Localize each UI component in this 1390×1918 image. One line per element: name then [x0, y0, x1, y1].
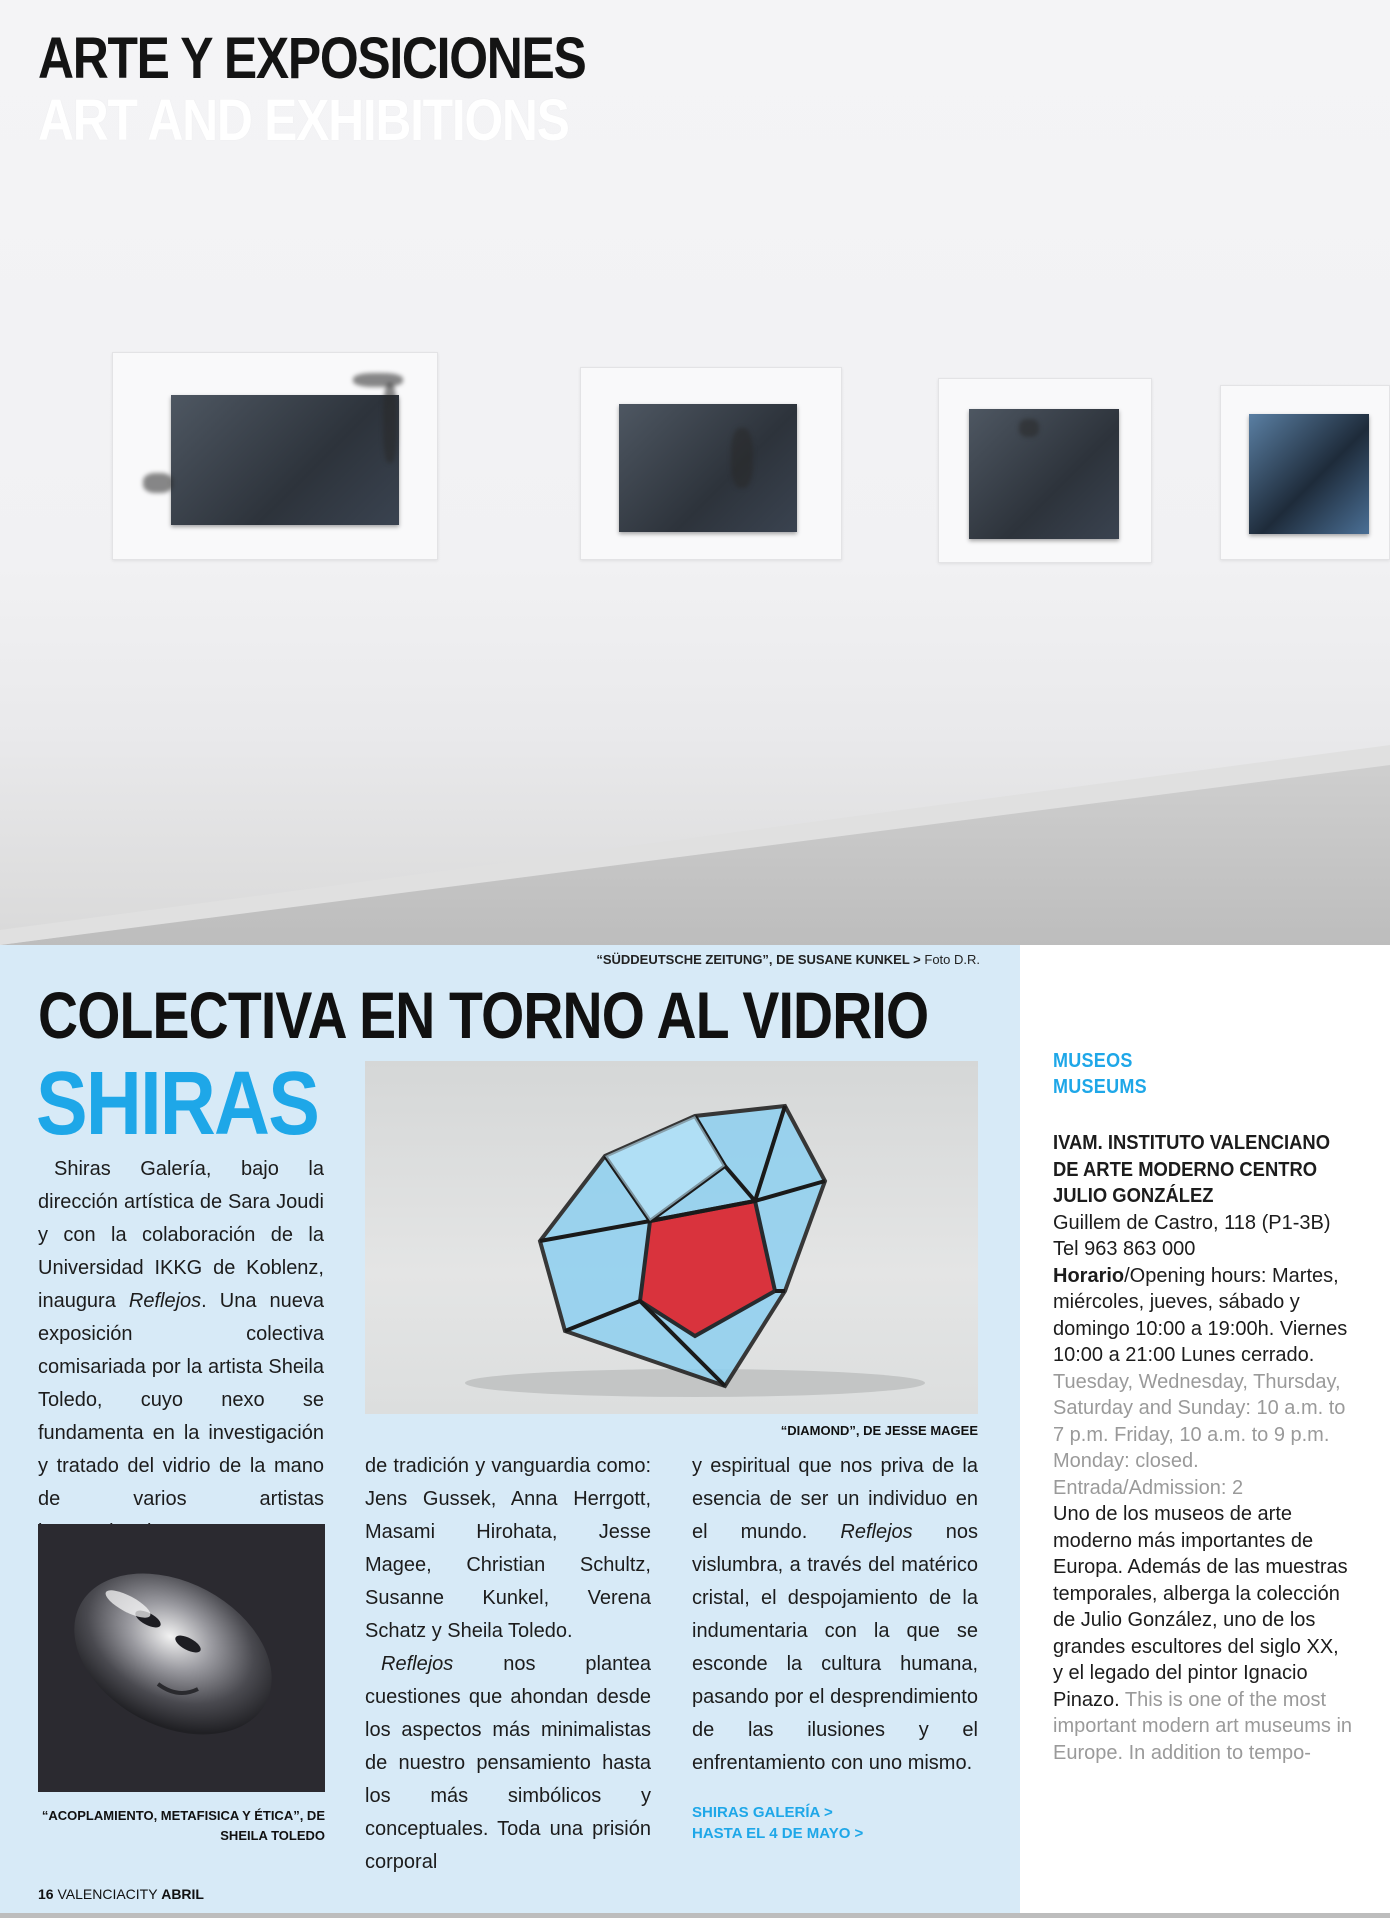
- article-brand: SHIRAS: [36, 1054, 319, 1154]
- venue-name-link[interactable]: SHIRAS GALERÍA >: [692, 1804, 833, 1821]
- hero-caption-credit: Foto D.R.: [924, 952, 980, 967]
- article-paragraph: Reflejos nos plantea cuestiones que ahondan desde los aspectos más minimalistas de nuestro pensamiento hasta los más simbólicos y conceptuales. Toda una prisión corporal: [365, 1653, 651, 1873]
- page-footer: [38, 1886, 204, 1902]
- article-paragraph: y espiritual que nos priva de la esencia de ser un individuo en el mundo. Reflejos nos vislumbra, a través del matérico cristal, el despojamiento de la indumentaria con la que se esconde la cultura humana, pasando por el desprendimiento de las ilusiones y el enfrentamiento con uno mismo.: [692, 1455, 979, 1774]
- magazine-name: VALENCIACITY: [53, 1886, 162, 1902]
- mask-sculpture-graphic: [38, 1524, 325, 1792]
- page-number: 16: [38, 1886, 54, 1902]
- museum-description: Uno de los museos de arte moderno más importantes de Europa. Además de las muestras temporales, alberga la colección de Julio González, uno de los grandes escultores del siglo XX, y el legado del pintor Ignacio Pinazo. This is one of the most important modern art museums in Europe. In addition to tempo-: [1053, 1503, 1353, 1764]
- sidebar-heading-en: MUSEUMS: [1053, 1076, 1147, 1098]
- article-paragraph: de tradición y vanguardia como: Jens Gussek, Anna Herrgott, Masami Hirohata, Jesse Magee, Christian Schultz, Susanne Kunkel, Verena Schatz y Sheila Toledo.: [365, 1455, 651, 1642]
- mask-caption: “ACOPLAMIENTO, METAFISICA Y ÉTICA”, DE SHEILA TOLEDO: [41, 1808, 325, 1843]
- artwork-frame-1: [112, 352, 438, 560]
- hero-caption-title: “SÜDDEUTSCHE ZEITUNG”, DE SUSANE KUNKEL: [596, 952, 910, 967]
- diamond-sculpture-graphic: [365, 1061, 978, 1414]
- venue-dates-link[interactable]: HASTA EL 4 DE MAYO >: [692, 1825, 864, 1842]
- hero-caption-separator: >: [909, 952, 925, 967]
- artwork-frame-2: [580, 367, 842, 560]
- article-headline: COLECTIVA EN TORNO AL VIDRIO: [38, 978, 929, 1052]
- museum-listing: [1053, 1130, 1353, 1766]
- artwork-frame-4: [1220, 385, 1390, 560]
- museum-phone: Tel 963 863 000: [1053, 1238, 1196, 1260]
- section-title-es: ARTE Y EXPOSICIONES: [38, 26, 586, 91]
- article-column-2: [365, 1450, 651, 1879]
- article-column-1: [38, 1153, 324, 1549]
- venue-info-link[interactable]: [692, 1802, 863, 1844]
- article-paragraph: Shiras Galería, bajo la dirección artística de Sara Joudi y con la colaboración de la Universidad IKKG de Koblenz, inaugura Reflejos. Una nueva exposición colectiva comisariada por la artista Sheila Toledo, cuyo nexo se fundamenta en la investigación y tratado del vidrio de la mano de varios artistas: [38, 1158, 324, 1510]
- issue-month: ABRIL: [161, 1886, 204, 1902]
- sidebar-heading: [1053, 1048, 1323, 1100]
- hero-photo-caption: [596, 952, 980, 967]
- diamond-caption: “DIAMOND”, DE JESSE MAGEE: [780, 1423, 978, 1438]
- museum-hours: Horario/Opening hours: Martes, miércoles, jueves, sábado y domingo 10:00 a 19:00h. Viernes 10:00 a 21:00 Lunes cerrado. Tuesday, Wednesday, Thursday, Saturday and Sunday: 10 a.m. to 7 p.m. Friday, 10 a.m. to 9 p.m. Monday: closed. Entrada/Admission: 2: [1053, 1264, 1348, 1499]
- section-title-en: ART AND EXHIBITIONS: [38, 88, 569, 153]
- sidebar-heading-es: MUSEOS: [1053, 1050, 1133, 1072]
- museum-address: Guillem de Castro, 118 (P1-3B): [1053, 1211, 1331, 1234]
- footer-rule: [0, 1913, 1390, 1918]
- section-title: [38, 28, 585, 152]
- mask-sculpture-image: [38, 1524, 325, 1792]
- article-column-3: [692, 1450, 978, 1780]
- diamond-sculpture-image: [365, 1061, 978, 1414]
- artwork-frame-3: [938, 378, 1152, 563]
- hero-photo: [0, 0, 1390, 945]
- museum-name: IVAM. INSTITUTO VALENCIANO DE ARTE MODERNO CENTRO JULIO GONZÁLEZ: [1053, 1132, 1331, 1207]
